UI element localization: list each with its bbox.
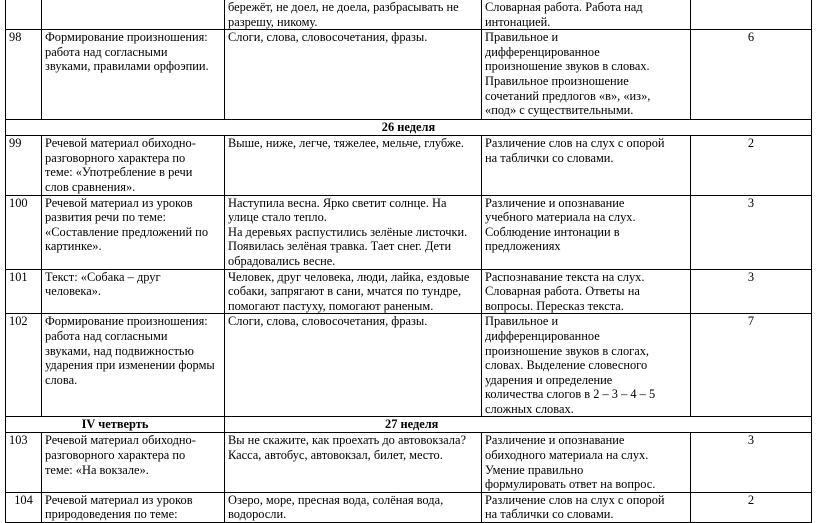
lesson-hours: 3 — [691, 269, 812, 314]
lesson-vocabulary: Выше, ниже, легче, тяжелее, мельче, глубже. — [225, 136, 482, 195]
lesson-topic — [42, 0, 225, 30]
lesson-number: 103 — [6, 433, 42, 492]
table-row-102 — [6, 314, 812, 417]
lesson-vocabulary: Вы не скажите, как проехать до автовокзала? Касса, автобус, автовокзал, билет, место. — [225, 433, 482, 492]
lesson-activities: Распознавание текста на слух. Словарная работа. Ответы на вопросы. Пересказ текста. — [482, 269, 691, 314]
lesson-vocabulary: Наступила весна. Ярко светит солнце. На улице стало тепло. На деревьях распустились зелёные листочки. Появилась зелёная травка. Тает снег. Дети обрадовались весне. — [225, 195, 482, 269]
week-header-27 — [6, 417, 812, 433]
lesson-activities: Правильное и дифференцированное произношение звуков в словах. Правильное произношение сочетаний предлогов «в», «из», «под» с существительными. — [482, 30, 691, 120]
lesson-vocabulary: Слоги, слова, словосочетания, фразы. — [225, 314, 482, 417]
table-row-104 — [6, 492, 812, 522]
lesson-topic: Формирование произношения: работа над согласными звуками, над подвижностью ударения при изменении формы слова. — [42, 314, 225, 417]
lesson-number: 104 — [6, 492, 42, 522]
lesson-activities: Различение слов на слух с опорой на таблички со словами. — [482, 136, 691, 195]
lesson-number — [6, 0, 42, 30]
lesson-plan-table — [5, 0, 812, 523]
lesson-hours: 7 — [691, 314, 812, 417]
lesson-topic: Речевой материал обиходно- разговорного характера по теме: «На вокзале». — [42, 433, 225, 492]
lesson-hours: 2 — [691, 492, 812, 522]
quarter-label: IV четверть — [6, 417, 225, 433]
table-row-100 — [6, 195, 812, 269]
lesson-number: 101 — [6, 269, 42, 314]
lesson-hours: 3 — [691, 433, 812, 492]
lesson-hours: 3 — [691, 195, 812, 269]
lesson-topic: Текст: «Собака – друг человека». — [42, 269, 225, 314]
lesson-vocabulary: Человек, друг человека, люди, лайка, ездовые собаки, запрягают в сани, мчатся по тундре, помогают пастуху, помогают раненым. — [225, 269, 482, 314]
table-row-101 — [6, 269, 812, 314]
lesson-vocabulary: бережёт, не доел, не доела, разбрасывать не разрешу, никому. — [225, 0, 482, 30]
week-header-26 — [6, 120, 812, 136]
lesson-activities: Словарная работа. Работа над интонацией. — [482, 0, 691, 30]
lesson-number: 98 — [6, 30, 42, 120]
lesson-activities: Различение слов на слух с опорой на таблички со словами. — [482, 492, 691, 522]
lesson-topic: Речевой материал обиходно- разговорного характера по теме: «Употребление в речи слов сравнения». — [42, 136, 225, 195]
week-label: 26 неделя — [6, 120, 812, 136]
table-row-103 — [6, 433, 812, 492]
table-row-98 — [6, 30, 812, 120]
lesson-hours: 2 — [691, 136, 812, 195]
lesson-hours: 6 — [691, 30, 812, 120]
table-row-continuation — [6, 0, 812, 30]
lesson-activities: Различение и опознавание учебного материала на слух. Соблюдение интонации в предложениях — [482, 195, 691, 269]
lesson-topic: Речевой материал из уроков развития речи по теме: «Составление предложений по картинке». — [42, 195, 225, 269]
lesson-topic: Формирование произношения: работа над согласными звуками, правилами орфоэпии. — [42, 30, 225, 120]
lesson-vocabulary: Слоги, слова, словосочетания, фразы. — [225, 30, 482, 120]
week-label: 27 неделя — [225, 417, 812, 433]
lesson-activities: Различение и опознавание обиходного материала на слух. Умение правильно формулировать ответ на вопрос. — [482, 433, 691, 492]
lesson-activities: Правильное и дифференцированное произношение звуков в слогах, словах. Выделение словесного ударения и определение количества слогов в 2 – 3 – 4 – 5 сложных словах. — [482, 314, 691, 417]
lesson-number: 100 — [6, 195, 42, 269]
lesson-vocabulary: Озеро, море, пресная вода, солёная вода, водоросли. — [225, 492, 482, 522]
lesson-number: 102 — [6, 314, 42, 417]
lesson-number: 99 — [6, 136, 42, 195]
lesson-topic: Речевой материал из уроков природоведения по теме: — [42, 492, 225, 522]
table-row-99 — [6, 136, 812, 195]
lesson-hours — [691, 0, 812, 30]
